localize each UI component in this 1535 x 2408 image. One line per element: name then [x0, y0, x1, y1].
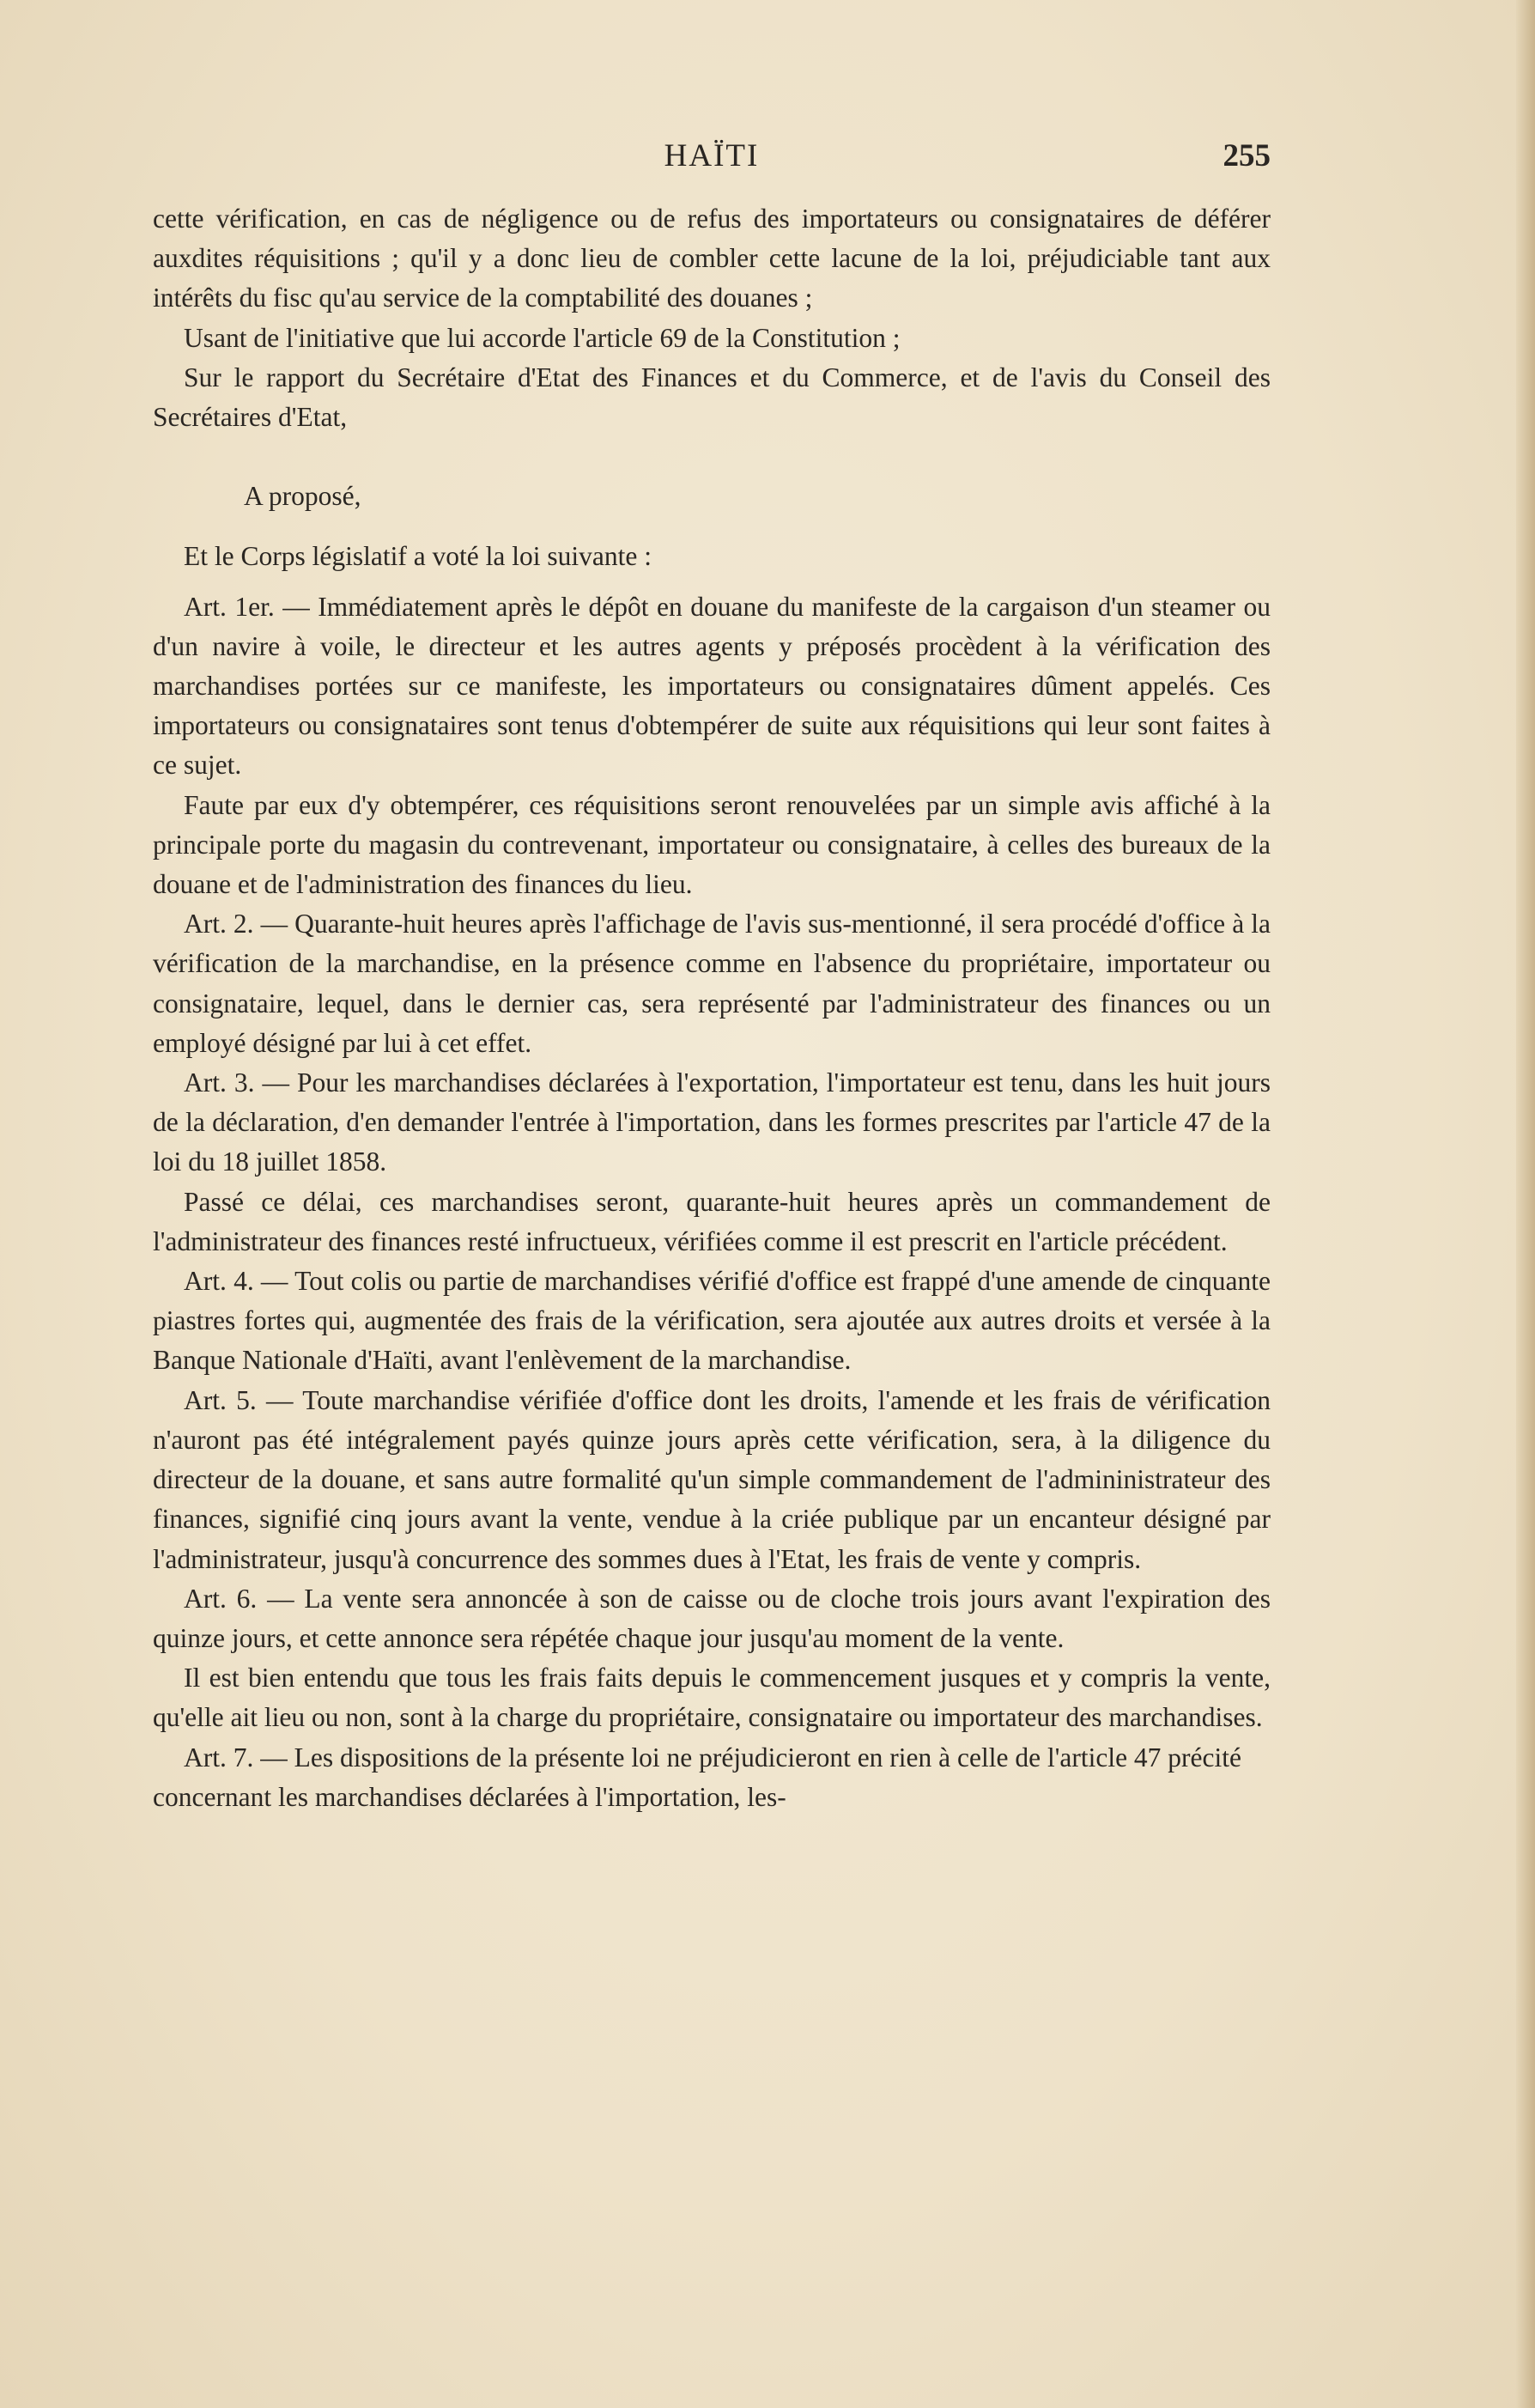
article-2: Art. 2. — Quarante-huit heures après l'affichage de l'avis sus-mentionné, il sera procédé d'office à la vérification de la marchandise, en la présence comme en l'absence du propriétaire, importateur ou consignataire, lequel, dans le dernier cas, sera représenté par l'administrateur des finances ou un employé désigné par lui à cet effet.	[153, 909, 1271, 1058]
article-5: Art. 5. — Toute marchandise vérifiée d'office dont les droits, l'amende et les frais de vérification n'auront pas été intégralement payés quinze jours après cette vérification, sera, à la diligence du directeur de la douane, et sans autre formalité qu'un simple commandement de l'admininistrateur des finances, signifié cinq jours avant la vente, vendue à la criée publique par un encanteur désigné par l'administrateur, jusqu'à concurrence des sommes dues à l'Etat, les frais de vente y compris.	[153, 1384, 1271, 1574]
page-edge-shadow	[1516, 0, 1535, 2408]
paragraph-continuation: cette vérification, en cas de négligence ou de refus des importateurs ou consignataires de déférer auxdites réquisitions ; qu'il y a donc lieu de combler cette lacune de la loi, préjudiciable tant aux intérêts du fisc qu'au service de la comptabilité des douanes ;	[153, 204, 1271, 313]
article-4: Art. 4. — Tout colis ou partie de marchandises vérifié d'office est frappé d'une amende de cinquante piastres fortes qui, augmentée des frais de la vérification, sera ajoutée aux autres droits et versée à la Banque Nationale d'Haïti, avant l'enlèvement de la marchandise.	[153, 1266, 1271, 1376]
running-title: HAÏTI	[664, 138, 760, 173]
paragraph-initiative: Usant de l'initiative que lui accorde l'article 69 de la Constitution ;	[184, 322, 901, 353]
article-7: Art. 7. — Les dispositions de la présente loi ne préjudicieront en rien à celle de l'article 47 précité concernant les marchandises déclarées à l'importation, les-	[153, 1742, 1241, 1812]
article-6: Art. 6. — La vente sera annoncée à son de caisse ou de cloche trois jours avant l'expiration des quinze jours, et cette annonce sera répétée chaque jour jusqu'au moment de la vente.	[153, 1583, 1271, 1653]
running-header	[153, 137, 1271, 182]
paragraph-rapport: Sur le rapport du Secrétaire d'Etat des Finances et du Commerce, et de l'avis du Conseil des Secrétaires d'Etat,	[153, 362, 1271, 433]
article-3: Art. 3. — Pour les marchandises déclarées à l'exportation, l'importateur est tenu, dans les huit jours de la déclaration, d'en demander l'entrée à l'importation, dans les formes prescrites par l'article 47 de la loi du 18 juillet 1858.	[153, 1067, 1271, 1177]
article-1-continued: Faute par eux d'y obtempérer, ces réquisitions seront renouvelées par un simple avis affiché à la principale porte du magasin du contrevenant, importateur ou consignataire, à celles des bureaux de la douane et de l'administration des finances du lieu.	[153, 789, 1271, 900]
paragraph-propose: A proposé,	[244, 481, 361, 512]
body-text	[153, 199, 1271, 1817]
article-3-continued: Passé ce délai, ces marchandises seront, quarante-huit heures après un commandement de l'administrateur des finances resté infructueux, vérifiées comme il est prescrit en l'article précédent.	[153, 1186, 1271, 1256]
paragraph-vote: Et le Corps législatif a voté la loi suivante :	[184, 541, 652, 572]
article-1: Art. 1er. — Immédiatement après le dépôt en douane du manifeste de la cargaison d'un steamer ou d'un navire à voile, le directeur et les autres agents y préposés procèdent à la vérification des marchandises portées sur ce manifeste, les importateurs ou consignataires dûment appelés. Ces importateurs ou consignataires sont tenus d'obtempérer de suite aux réquisitions qui leur sont faites à ce sujet.	[153, 591, 1271, 781]
article-6-continued: Il est bien entendu que tous les frais faits depuis le commencement jusques et y compris la vente, qu'elle ait lieu ou non, sont à la charge du propriétaire, consignataire ou importateur des marchandises.	[153, 1663, 1271, 1733]
page-number: 255	[1223, 138, 1271, 173]
